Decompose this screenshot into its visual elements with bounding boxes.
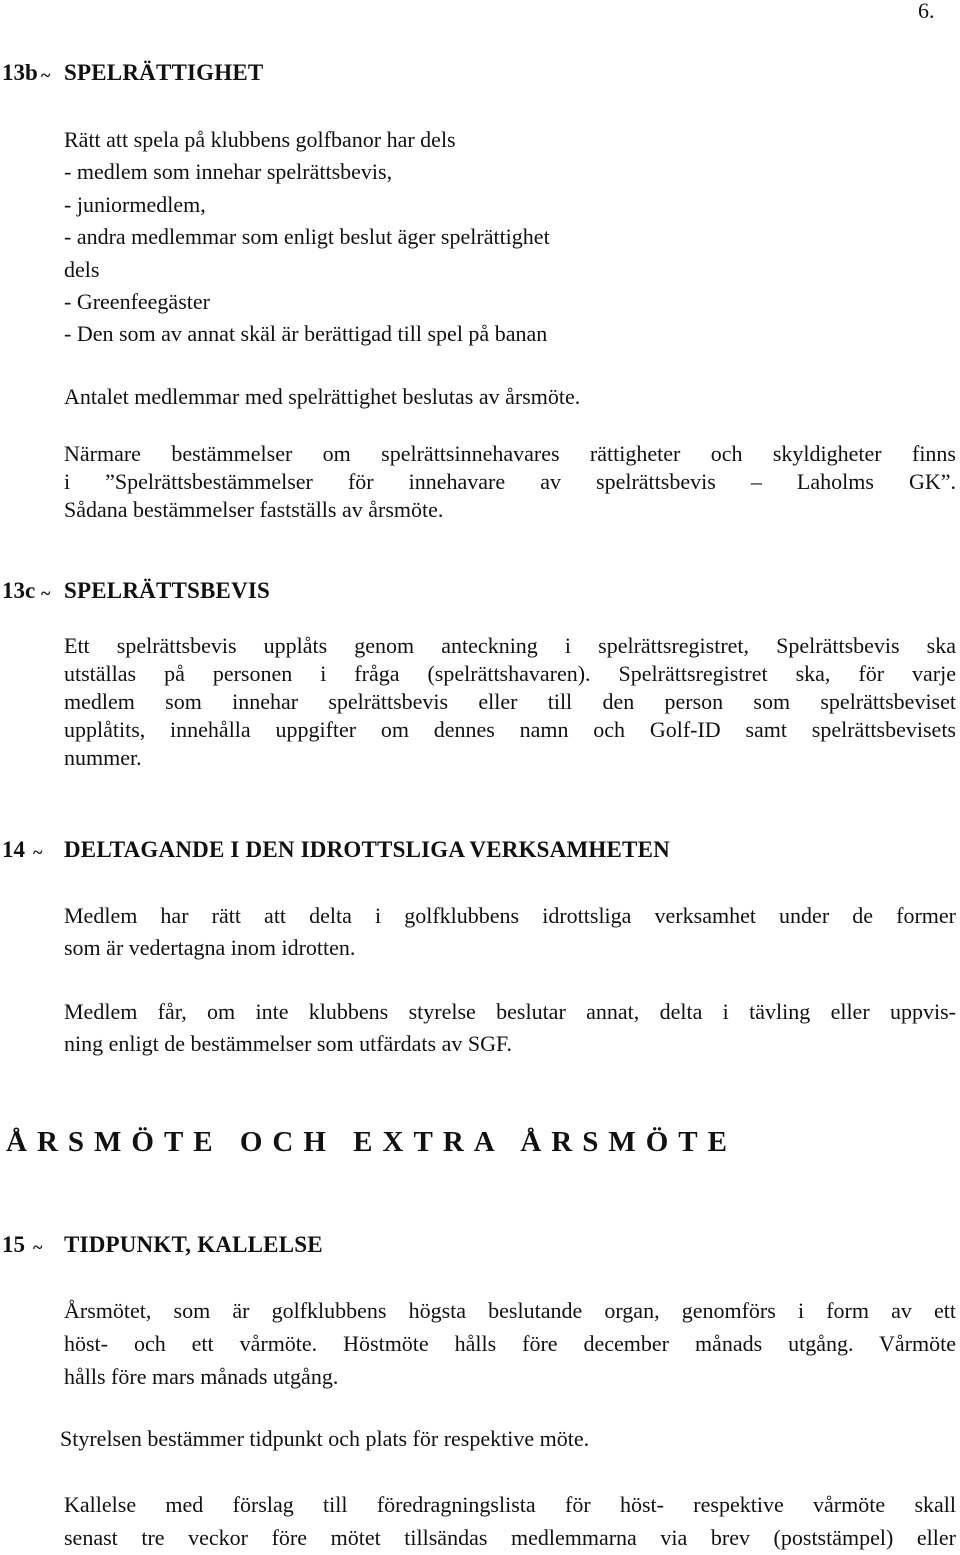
section-tilde-mark: ~ <box>33 1237 43 1257</box>
section-14-number: 14 <box>2 837 25 862</box>
section-15-number: 15 <box>2 1232 25 1257</box>
paragraph-line: utställas på personen i fråga (spelrättshavaren). Spelrättsregistret ska, för varje <box>64 661 956 686</box>
section-13b-paragraph-2: Antalet medlemmar med spelrättighet beslutas av årsmöte. <box>64 384 581 409</box>
paragraph-line: som är vedertagna inom idrotten. <box>64 935 356 960</box>
section-13b-body <box>64 124 944 351</box>
paragraph-line: Närmare bestämmelser om spelrättsinnehavares rättigheter och skyldigheter finns <box>64 441 956 466</box>
paragraph-line: upplåtits, innehålla uppgifter om dennes namn och Golf-ID samt spelrättsbevisets <box>64 717 956 742</box>
list-item: - juniormedlem, <box>64 191 206 217</box>
paragraph-line: medlem som innehar spelrättsbevis eller till den person som spelrättsbeviset <box>64 689 956 714</box>
section-14-paragraph-1 <box>64 900 956 964</box>
paragraph-line: Ett spelrättsbevis upplåts genom anteckning i spelrättsregistret, Spelrättsbevis ska <box>64 633 956 658</box>
paragraph-line: hålls före mars månads utgång. <box>64 1364 339 1389</box>
list-item: - Den som av annat skäl är berättigad till spel på banan <box>64 321 548 347</box>
section-13b-number: 13b <box>2 60 38 85</box>
section-14-title: DELTAGANDE I DEN IDROTTSLIGA VERKSAMHETEN <box>64 837 670 862</box>
paragraph-line: i ”Spelrättsbestämmelser för innehavare av spelrättsbevis – Laholms GK”. <box>64 469 956 494</box>
section-15-paragraph-1 <box>64 1294 956 1393</box>
section-13b-paragraph-3 <box>64 440 956 524</box>
paragraph-line: Årsmötet, som är golfklubbens högsta beslutande organ, genomförs i form av ett <box>64 1298 956 1323</box>
section-tilde-mark: ~ <box>41 583 51 603</box>
paragraph-line: höst- och ett vårmöte. Höstmöte hålls före december månads utgång. Vårmöte <box>64 1331 956 1356</box>
list-item: - medlem som innehar spelrättsbevis, <box>64 159 393 185</box>
dels-line: dels <box>64 256 100 282</box>
paragraph-line: Medlem får, om inte klubbens styrelse beslutar annat, delta i tävling eller uppvis- <box>64 999 956 1024</box>
section-13b-title: SPELRÄTTIGHET <box>64 60 264 85</box>
section-13c-title: SPELRÄTTSBEVIS <box>64 578 271 603</box>
list-item: - andra medlemmar som enligt beslut äger spelrättighet <box>64 224 550 250</box>
paragraph-line: ning enligt de bestämmelser som utfärdats av SGF. <box>64 1031 512 1056</box>
page-number: 6. <box>918 0 935 23</box>
paragraph-line: Sådana bestämmelser fastställs av årsmöte. <box>64 497 444 522</box>
list-item: - Greenfeegäster <box>64 288 210 314</box>
chapter-heading: ÅRSMÖTE OCH EXTRA ÅRSMÖTE <box>6 1126 737 1158</box>
section-14-paragraph-2 <box>64 996 956 1060</box>
section-15-paragraph-2: Styrelsen bestämmer tidpunkt och plats för respektive möte. <box>60 1426 590 1451</box>
intro-line: Rätt att spela på klubbens golfbanor har dels <box>64 127 456 152</box>
section-13c-number: 13c <box>2 578 36 603</box>
section-tilde-mark: ~ <box>41 65 51 85</box>
section-13c-body <box>64 632 956 772</box>
section-15-title: TIDPUNKT, KALLELSE <box>64 1232 323 1257</box>
section-tilde-mark: ~ <box>33 842 43 862</box>
paragraph-line: nummer. <box>64 745 142 770</box>
section-15-paragraph-3 <box>64 1488 956 1554</box>
paragraph-line: senast tre veckor före mötet tillsändas medlemmarna via brev (poststämpel) eller <box>64 1525 956 1550</box>
paragraph-line: Medlem har rätt att delta i golfklubbens idrottsliga verksamhet under de former <box>64 903 956 928</box>
paragraph-line: Kallelse med förslag till föredragningslista för höst- respektive vårmöte skall <box>64 1492 956 1517</box>
